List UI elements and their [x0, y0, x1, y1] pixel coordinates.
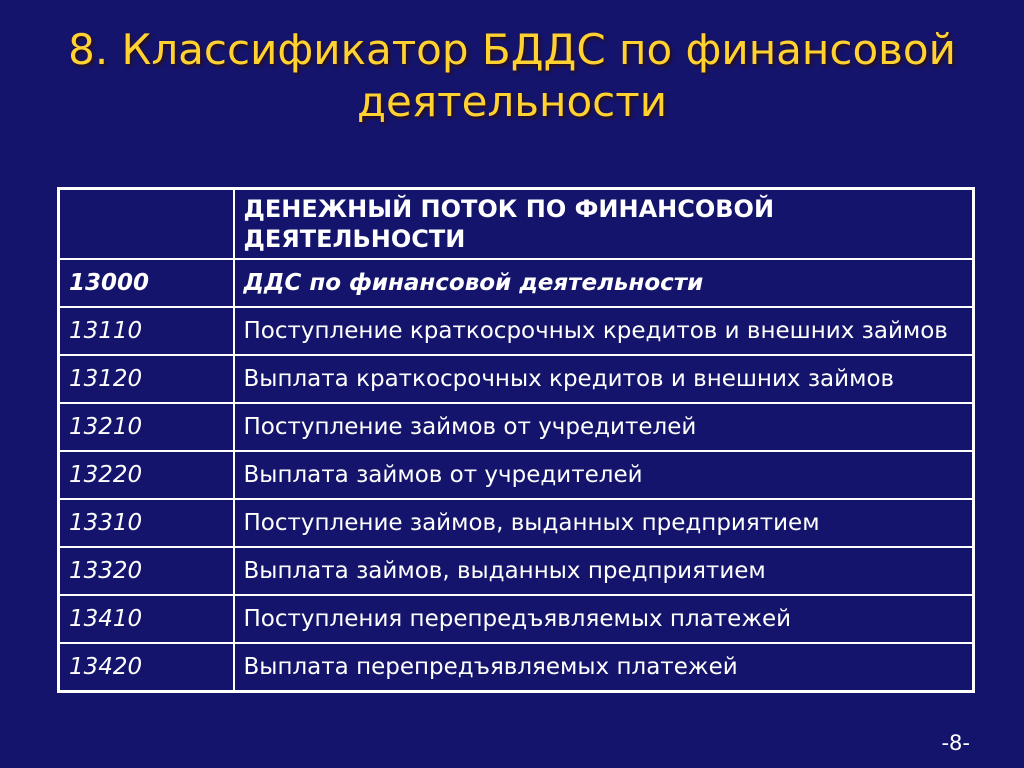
- row-code-cell: 13320: [59, 547, 234, 595]
- row-code-cell: 13210: [59, 403, 234, 451]
- row-code-cell: 13000: [59, 259, 234, 307]
- row-description-cell: Поступление займов, выданных предприятием: [234, 499, 974, 547]
- row-code-cell: 13410: [59, 595, 234, 643]
- classifier-table: [57, 187, 975, 693]
- header-code-cell: [59, 189, 234, 260]
- row-description-cell: Поступления перепредъявляемых платежей: [234, 595, 974, 643]
- row-description-cell: Поступление займов от учредителей: [234, 403, 974, 451]
- table-header-row: [59, 189, 974, 260]
- table-row: [59, 595, 974, 643]
- row-code-cell: 13220: [59, 451, 234, 499]
- table-row: [59, 403, 974, 451]
- row-code-cell: 13310: [59, 499, 234, 547]
- table-row: [59, 259, 974, 307]
- row-code-cell: 13420: [59, 643, 234, 692]
- row-code-cell: 13120: [59, 355, 234, 403]
- header-description-cell: [234, 189, 974, 260]
- header-description-text: ДЕНЕЖНЫЙ ПОТОК ПО ФИНАНСОВОЙ ДЕЯТЕЛЬНОСТИ: [243, 195, 775, 253]
- row-code-cell: 13110: [59, 307, 234, 355]
- page-number: -8-: [941, 731, 970, 755]
- row-description-cell: Выплата займов, выданных предприятием: [234, 547, 974, 595]
- row-description-cell: Выплата займов от учредителей: [234, 451, 974, 499]
- table-row: [59, 355, 974, 403]
- row-description-cell: Выплата краткосрочных кредитов и внешних займов: [234, 355, 974, 403]
- table-row: [59, 451, 974, 499]
- table-row: [59, 547, 974, 595]
- row-description-cell: Выплата перепредъявляемых платежей: [234, 643, 974, 692]
- row-description-cell: Поступление краткосрочных кредитов и внешних займов: [234, 307, 974, 355]
- table-body: [59, 259, 974, 692]
- slide-title: 8. Классификатор БДДС по финансовой деятельности: [68, 25, 956, 127]
- table-row: [59, 643, 974, 692]
- table-row: [59, 499, 974, 547]
- row-description-cell: ДДС по финансовой деятельности: [234, 259, 974, 307]
- table-row: [59, 307, 974, 355]
